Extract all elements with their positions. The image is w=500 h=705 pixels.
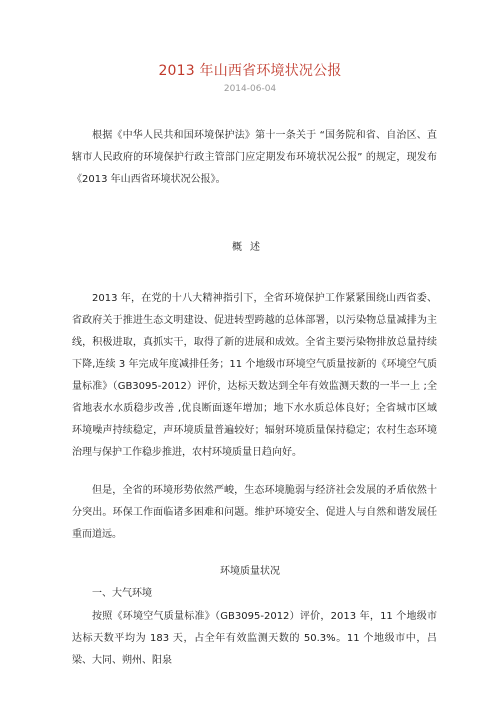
overview-paragraph-1: 2013 年，在党的十八大精神指引下，全省环境保护工作紧紧围绕山西省委、省政府关于推进生态文明建设、促进转型跨越的总体部署，以污染物总量减排为主线，积极进取，真抓实干，取得了新的进展和成效。全省主要污染物排放总量持续下降,连续 3 年完成年度减排任务；11 个地级市环境空气质量按新的《环境空气质量标准》（GB3095-2012）评价，达标天数达到全年有效监测天数的一半一上 ;全省地表水水质稳步改善 ,优良断面逐年增加；地下水水质总体良好；全省城市区域环境噪声持续稳定，声环境质量普遍较好；辐射环境质量保持稳定；农村生态环境治理与保护工作稳步推进，农村环境质量日趋向好。 [72, 293, 437, 458]
overview-heading: 概述 [232, 242, 268, 253]
publish-date: 2014-06-04 [223, 84, 277, 94]
air-environment-paragraph: 按照《环境空气质量标准》（GB3095-2012）评价，2013 年，11 个地级市达标天数平均为 183 天，占全年有效监测天数的 50.3%。11 个地级市中，吕梁、大同、朔州、阳泉 [72, 611, 437, 666]
environment-quality-heading: 环境质量状况 [220, 566, 280, 577]
intro-paragraph: 根据《中华人民共和国环境保护法》第十一条关于 “国务院和省、自治区、直辖市人民政府的环境保护行政主管部门应定期发布环境状况公报” 的规定，现发布《2013 年山西省环境状况公报》。 [72, 130, 437, 185]
air-environment-heading: 一、大气环境 [92, 588, 152, 599]
document-title: 2013 年山西省环境状况公报 [158, 63, 342, 79]
overview-paragraph-2: 但是，全省的环境形势依然严峻，生态环境脆弱与经济社会发展的矛盾依然十分突出。环保工作面临诸多困难和问题。维护环境安全、促进人与自然和谐发展任重而道远。 [72, 485, 437, 540]
